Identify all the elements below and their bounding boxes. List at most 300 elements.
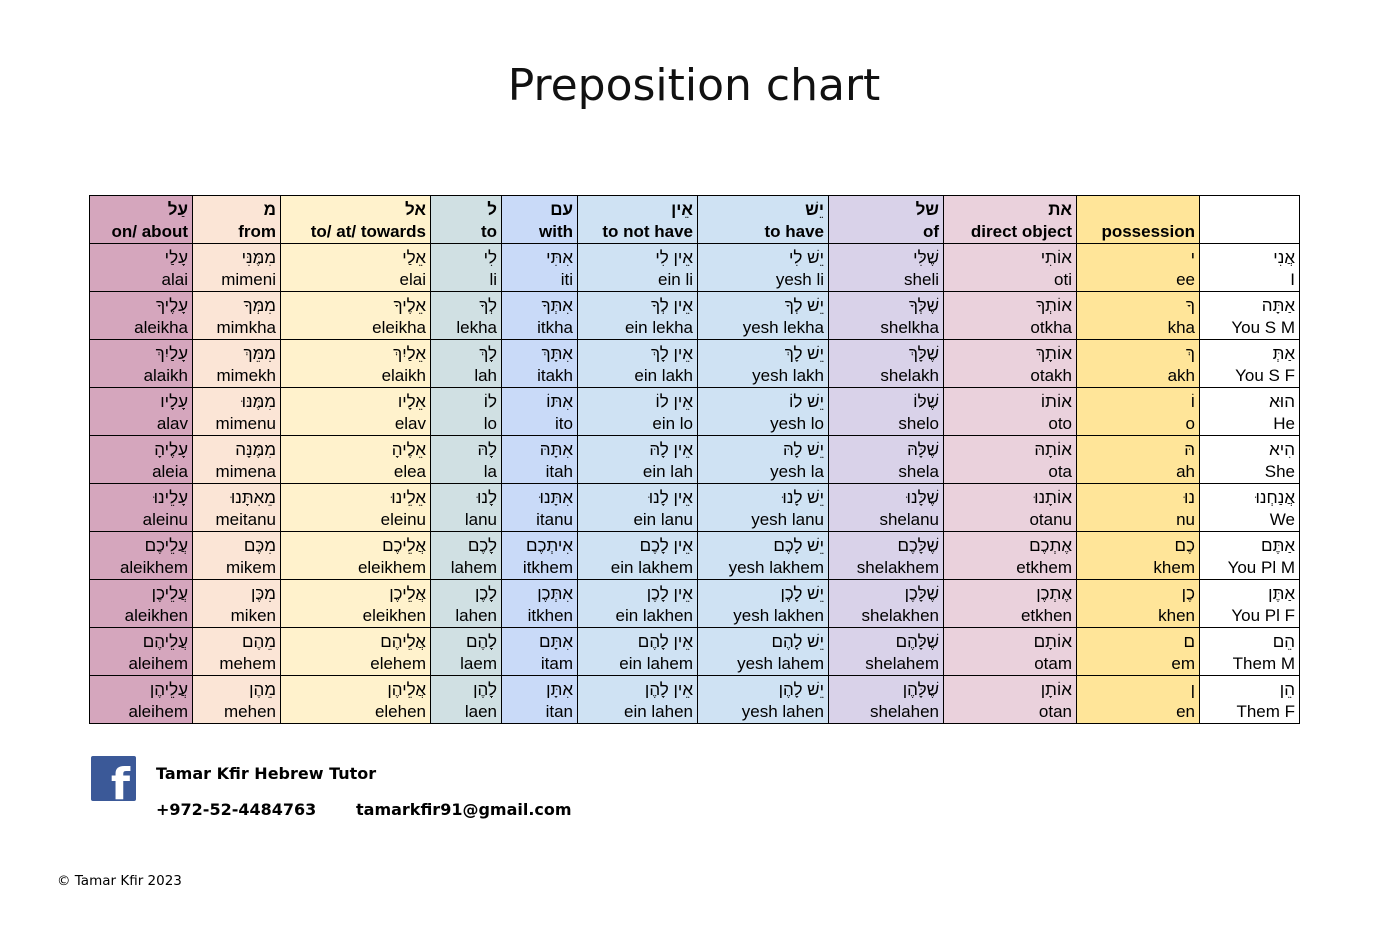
cell-hebrew: נוּ	[1183, 488, 1195, 507]
cell-hebrew: שֶׁלָּהֶן	[902, 680, 939, 699]
cell-english: yesh lakhem	[728, 558, 824, 577]
cell-hebrew: שֶׁלָּנוּ	[906, 488, 939, 507]
cell-english: meitanu	[215, 510, 276, 529]
table-cell	[578, 388, 698, 436]
cell-english: eleinu	[380, 510, 426, 529]
cell-hebrew: אוֹתָן	[1040, 680, 1072, 699]
table-cell	[281, 676, 431, 724]
table-cell	[431, 244, 502, 292]
cell-hebrew: שֶׁלָּךְ	[908, 344, 939, 363]
table-cell	[1077, 436, 1200, 484]
table-cell	[944, 292, 1077, 340]
cell-hebrew: לָהֶם	[466, 632, 497, 651]
cell-hebrew: אֵין לִי	[655, 248, 693, 267]
facebook-glyph: f	[110, 759, 130, 810]
cell-english: oto	[1048, 414, 1072, 433]
table-cell	[1200, 532, 1300, 580]
table-row	[90, 628, 1300, 676]
cell-hebrew: אַתֶּם	[1261, 536, 1295, 555]
column-header	[1200, 196, 1300, 244]
header-hebrew: אל	[405, 200, 426, 219]
cell-english: You S F	[1235, 366, 1295, 385]
cell-english: ah	[1176, 462, 1195, 481]
table-cell	[698, 580, 829, 628]
table-cell	[829, 676, 944, 724]
copyright-notice: © Tamar Kfir 2023	[57, 873, 182, 889]
column-header	[944, 196, 1077, 244]
cell-hebrew: עֲלֵיהֶם	[142, 632, 188, 651]
cell-english: mimenu	[215, 414, 276, 433]
table-row	[90, 388, 1300, 436]
cell-english: otakh	[1030, 366, 1072, 385]
table-row	[90, 484, 1300, 532]
table-cell	[1077, 484, 1200, 532]
cell-hebrew: מִמֶּנּוּ	[241, 392, 276, 411]
cell-english: ein li	[658, 270, 693, 289]
cell-hebrew: אִתְּכֶן	[537, 584, 573, 603]
table-cell	[944, 532, 1077, 580]
cell-hebrew: אֵלֵינוּ	[391, 488, 426, 507]
table-cell	[281, 292, 431, 340]
cell-hebrew: אֶתְכֶן	[1036, 584, 1072, 603]
cell-hebrew: אֵין לָנוּ	[648, 488, 693, 507]
cell-hebrew: אַתֶּן	[1268, 584, 1295, 603]
cell-english: yesh lakh	[752, 366, 824, 385]
cell-hebrew: יֵשׁ לָךְ	[784, 344, 824, 363]
table-cell	[829, 436, 944, 484]
cell-english: eleikhen	[362, 606, 426, 625]
cell-english: la	[483, 462, 497, 481]
cell-english: yesh la	[770, 462, 824, 481]
cell-english: mehen	[224, 702, 276, 721]
table-cell	[578, 676, 698, 724]
table-cell	[829, 628, 944, 676]
cell-english: elai	[399, 270, 426, 289]
phone-number: +972-52-4484763	[156, 800, 317, 819]
cell-hebrew: מִמֶּנִּי	[241, 248, 276, 267]
table-cell	[578, 532, 698, 580]
table-cell	[431, 388, 502, 436]
table-cell	[90, 532, 193, 580]
table-cell	[698, 244, 829, 292]
cell-hebrew: אִתִּי	[546, 248, 573, 267]
table-cell	[1200, 484, 1300, 532]
cell-english: ein lekha	[624, 318, 693, 337]
cell-hebrew: אֶתְכֶם	[1029, 536, 1072, 555]
cell-hebrew: אִתָּם	[539, 632, 573, 651]
table-cell	[1077, 676, 1200, 724]
cell-english: otam	[1034, 654, 1072, 673]
header-english: possession	[1101, 222, 1195, 241]
table-cell	[578, 580, 698, 628]
table-cell	[502, 292, 578, 340]
cell-hebrew: יֵשׁ לָכֶם	[773, 536, 824, 555]
cell-hebrew: אִתָּךְ	[541, 344, 573, 363]
cell-english: yesh lanu	[751, 510, 824, 529]
table-row	[90, 580, 1300, 628]
cell-hebrew: מֵהֶם	[242, 632, 276, 651]
table-cell	[944, 676, 1077, 724]
cell-hebrew: מִמֵּךְ	[243, 344, 276, 363]
cell-hebrew: מִמְּךָ	[243, 296, 276, 315]
cell-hebrew: אִתָּנוּ	[539, 488, 573, 507]
cell-english: shelkha	[880, 318, 939, 337]
table-cell	[431, 484, 502, 532]
cell-hebrew: מִכֶּם	[243, 536, 276, 555]
table-cell	[193, 484, 281, 532]
cell-english: We	[1269, 510, 1295, 529]
cell-english: She	[1264, 462, 1295, 481]
table-cell	[90, 244, 193, 292]
cell-hebrew: אֵין לָהֶם	[637, 632, 693, 651]
column-header	[90, 196, 193, 244]
header-hebrew: עַל	[167, 200, 188, 219]
cell-hebrew: שֶׁלָּכֶן	[904, 584, 939, 603]
cell-hebrew: אִתָּהּ	[539, 440, 573, 459]
table-cell	[1200, 580, 1300, 628]
table-cell	[578, 484, 698, 532]
cell-english: o	[1185, 414, 1195, 433]
cell-hebrew: אִתּוֹ	[546, 392, 573, 411]
table-cell	[502, 676, 578, 724]
cell-english: lahen	[455, 606, 497, 625]
cell-english: Them M	[1232, 654, 1295, 673]
cell-hebrew: י	[1190, 248, 1195, 267]
header-hebrew: אֵין	[671, 200, 693, 219]
cell-hebrew: שֶׁלְּךָ	[908, 296, 939, 315]
cell-hebrew: עֲלֵיהֶן	[149, 680, 188, 699]
table-cell	[829, 244, 944, 292]
table-cell	[431, 532, 502, 580]
table-cell	[193, 436, 281, 484]
cell-english: itakh	[537, 366, 573, 385]
table-row	[90, 532, 1300, 580]
cell-hebrew: אוֹתָנוּ	[1034, 488, 1072, 507]
cell-english: yesh lekha	[742, 318, 824, 337]
cell-english: otan	[1038, 702, 1072, 721]
cell-english: ein lo	[652, 414, 693, 433]
column-header	[281, 196, 431, 244]
cell-english: aleinu	[142, 510, 188, 529]
table-cell	[431, 292, 502, 340]
cell-hebrew: אַתָּה	[1261, 296, 1295, 315]
table-cell	[698, 292, 829, 340]
header-english: to	[480, 222, 497, 241]
table-cell	[944, 244, 1077, 292]
table-cell	[502, 340, 578, 388]
cell-english: alaikh	[143, 366, 188, 385]
cell-hebrew: ם	[1183, 632, 1195, 651]
header-english: with	[539, 222, 573, 241]
cell-hebrew: אִיתְכֶם	[526, 536, 573, 555]
cell-english: aleihem	[128, 702, 188, 721]
table-cell	[281, 244, 431, 292]
cell-english: You S M	[1231, 318, 1295, 337]
table-cell	[1200, 436, 1300, 484]
header-hebrew: את	[1048, 200, 1072, 219]
cell-hebrew: אַתְּ	[1272, 344, 1295, 363]
cell-english: itam	[540, 654, 573, 673]
cell-hebrew: לִי	[483, 248, 497, 267]
cell-hebrew: וֹ	[1190, 392, 1195, 411]
table-cell	[829, 340, 944, 388]
table-cell	[829, 532, 944, 580]
cell-english: ee	[1176, 270, 1195, 289]
cell-english: oti	[1054, 270, 1072, 289]
cell-hebrew: מִכֶּן	[250, 584, 276, 603]
table-cell	[502, 484, 578, 532]
table-cell	[1200, 340, 1300, 388]
table-cell	[502, 436, 578, 484]
header-english: to have	[764, 222, 824, 241]
cell-hebrew: עָלֶיהָ	[154, 440, 188, 459]
cell-english: ein lakhen	[615, 606, 693, 625]
cell-english: mimkha	[216, 318, 276, 337]
cell-hebrew: שֶׁלּוֹ	[913, 392, 939, 411]
cell-english: otanu	[1029, 510, 1072, 529]
cell-hebrew: הּ	[1184, 440, 1195, 459]
cell-hebrew: שֶׁלָּהֶם	[895, 632, 939, 651]
table-cell	[698, 436, 829, 484]
tutor-name: Tamar Kfir Hebrew Tutor	[156, 764, 377, 783]
cell-hebrew: אֵלַי	[402, 248, 426, 267]
cell-english: mikem	[225, 558, 276, 577]
header-hebrew: יֵשׁ	[805, 200, 824, 219]
cell-english: lanu	[464, 510, 497, 529]
cell-hebrew: יֵשׁ לָהֶן	[778, 680, 824, 699]
cell-english: ein lah	[642, 462, 693, 481]
cell-hebrew: לָכֶן	[474, 584, 497, 603]
cell-english: ein lakh	[634, 366, 693, 385]
cell-english: yesh li	[775, 270, 824, 289]
table-cell	[281, 388, 431, 436]
cell-english: mimena	[215, 462, 276, 481]
cell-english: mehem	[219, 654, 276, 673]
cell-english: ein lanu	[633, 510, 693, 529]
table-cell	[502, 580, 578, 628]
cell-english: shela	[898, 462, 939, 481]
table-cell	[698, 532, 829, 580]
cell-hebrew: יֵשׁ לָהּ	[783, 440, 824, 459]
table-body	[90, 244, 1300, 724]
table-cell	[1200, 676, 1300, 724]
table-cell	[193, 628, 281, 676]
cell-hebrew: לוֹ	[483, 392, 497, 411]
table-cell	[281, 484, 431, 532]
cell-english: iti	[560, 270, 573, 289]
table-cell	[1077, 628, 1200, 676]
cell-hebrew: יֵשׁ לִי	[789, 248, 824, 267]
facebook-icon[interactable]	[91, 756, 136, 810]
cell-english: yesh lo	[770, 414, 824, 433]
table-cell	[1077, 532, 1200, 580]
cell-english: lah	[474, 366, 497, 385]
cell-english: shelanu	[879, 510, 939, 529]
cell-hebrew: עָלֶיךָ	[155, 296, 188, 315]
cell-english: kha	[1167, 318, 1195, 337]
cell-english: I	[1290, 270, 1295, 289]
header-english: of	[922, 222, 939, 241]
email-address[interactable]: tamarkfir91@gmail.com	[356, 800, 572, 819]
cell-english: aleikhem	[119, 558, 188, 577]
cell-english: otkha	[1030, 318, 1072, 337]
table-cell	[502, 388, 578, 436]
cell-english: lahem	[450, 558, 497, 577]
cell-english: elea	[393, 462, 426, 481]
cell-english: lekha	[456, 318, 497, 337]
cell-english: itan	[545, 702, 573, 721]
cell-english: shelahen	[869, 702, 939, 721]
cell-english: ein lahem	[619, 654, 693, 673]
header-hebrew: מ	[263, 200, 276, 219]
cell-english: shelakhen	[861, 606, 939, 625]
cell-hebrew: הֵן	[1279, 680, 1295, 699]
cell-hebrew: שֶׁלָּכֶם	[897, 536, 939, 555]
table-cell	[193, 532, 281, 580]
table-cell	[578, 436, 698, 484]
table-cell	[90, 676, 193, 724]
cell-hebrew: אֲנַחְנוּ	[1255, 488, 1295, 507]
header-english: direct object	[970, 222, 1072, 241]
table-cell	[193, 388, 281, 436]
cell-hebrew: אֵין לוֹ	[655, 392, 693, 411]
cell-english: em	[1171, 654, 1195, 673]
cell-hebrew: שֶׁלִּי	[913, 248, 939, 267]
table-cell	[431, 340, 502, 388]
table-cell	[431, 628, 502, 676]
cell-english: You Pl F	[1231, 606, 1295, 625]
cell-hebrew: יֵשׁ לְךָ	[784, 296, 824, 315]
table-cell	[829, 580, 944, 628]
table-cell	[502, 532, 578, 580]
header-english: to not have	[602, 222, 693, 241]
cell-english: mimeni	[221, 270, 276, 289]
cell-hebrew: עָלַי	[164, 248, 188, 267]
page-title: Preposition chart	[507, 60, 881, 111]
cell-hebrew: עֲלֵיכֶם	[144, 536, 188, 555]
table-cell	[1200, 388, 1300, 436]
cell-hebrew: אִתְּךָ	[541, 296, 573, 315]
cell-hebrew: אֵין לָהֶן	[644, 680, 693, 699]
cell-english: itkhem	[522, 558, 573, 577]
cell-hebrew: אֵין לָכֶם	[639, 536, 693, 555]
cell-english: aleia	[152, 462, 188, 481]
table-cell	[698, 484, 829, 532]
table-cell	[578, 340, 698, 388]
cell-hebrew: אוֹתוֹ	[1040, 392, 1072, 411]
cell-hebrew: לָנוּ	[476, 488, 497, 507]
cell-hebrew: ךְ	[1185, 344, 1195, 363]
table-cell	[944, 436, 1077, 484]
cell-english: khem	[1153, 558, 1195, 577]
table-cell	[578, 244, 698, 292]
header-english: from	[238, 222, 276, 241]
cell-hebrew: אֲלֵיהֶן	[387, 680, 426, 699]
table-cell	[1077, 340, 1200, 388]
cell-hebrew: אֵלָיו	[397, 392, 426, 411]
table-cell	[281, 532, 431, 580]
table-cell	[1077, 244, 1200, 292]
table-cell	[90, 436, 193, 484]
cell-english: itkha	[537, 318, 573, 337]
cell-english: itanu	[536, 510, 573, 529]
cell-english: sheli	[904, 270, 939, 289]
cell-hebrew: לָךְ	[479, 344, 497, 363]
table-cell	[698, 676, 829, 724]
cell-hebrew: עָלֵינוּ	[153, 488, 188, 507]
column-header	[431, 196, 502, 244]
table-cell	[578, 292, 698, 340]
table-cell	[1077, 580, 1200, 628]
cell-hebrew: אוֹתִי	[1040, 248, 1072, 267]
table-cell	[1077, 292, 1200, 340]
cell-english: He	[1273, 414, 1295, 433]
table-cell	[431, 436, 502, 484]
table-row	[90, 244, 1300, 292]
table-cell	[502, 244, 578, 292]
cell-english: ein lahen	[623, 702, 693, 721]
cell-english: ota	[1048, 462, 1072, 481]
cell-hebrew: אֵלֶיהָ	[391, 440, 426, 459]
table-cell	[944, 484, 1077, 532]
header-hebrew: של	[915, 200, 939, 219]
cell-english: miken	[230, 606, 276, 625]
table-cell	[829, 292, 944, 340]
table-cell	[829, 484, 944, 532]
table-row	[90, 292, 1300, 340]
cell-english: itah	[545, 462, 573, 481]
cell-hebrew: כֶן	[1181, 584, 1195, 603]
table-cell	[1200, 292, 1300, 340]
cell-hebrew: לָכֶם	[467, 536, 497, 555]
table-row	[90, 340, 1300, 388]
preposition-table	[89, 195, 1300, 724]
cell-hebrew: שֶׁלָּהּ	[907, 440, 939, 459]
table-cell	[944, 340, 1077, 388]
cell-hebrew: כֶם	[1174, 536, 1195, 555]
cell-english: eleikha	[372, 318, 426, 337]
cell-english: ein lakhem	[610, 558, 693, 577]
table-row	[90, 676, 1300, 724]
header-hebrew: ל	[487, 200, 497, 219]
column-header	[829, 196, 944, 244]
cell-english: elaikh	[381, 366, 426, 385]
cell-hebrew: אוֹתָךְ	[1036, 344, 1072, 363]
cell-hebrew: הִיא	[1269, 440, 1295, 459]
cell-hebrew: אִתָּן	[546, 680, 573, 699]
cell-english: akh	[1167, 366, 1195, 385]
table-cell	[193, 676, 281, 724]
table-cell	[193, 580, 281, 628]
cell-english: eleikhem	[357, 558, 426, 577]
cell-hebrew: אוֹתָם	[1033, 632, 1072, 651]
column-header	[698, 196, 829, 244]
table-cell	[90, 580, 193, 628]
cell-english: laem	[460, 654, 497, 673]
cell-hebrew: אֲנִי	[1273, 248, 1295, 267]
cell-hebrew: אֵלֶיךָ	[393, 296, 426, 315]
cell-hebrew: יֵשׁ לוֹ	[789, 392, 824, 411]
header-row	[90, 196, 1300, 244]
column-header	[502, 196, 578, 244]
cell-english: shelakh	[880, 366, 939, 385]
cell-hebrew: אֵין לְךָ	[651, 296, 693, 315]
table-row	[90, 436, 1300, 484]
table-cell	[281, 580, 431, 628]
table-cell	[281, 340, 431, 388]
cell-hebrew: עָלַיִךְ	[155, 344, 188, 363]
cell-hebrew: יֵשׁ לָכֶן	[780, 584, 824, 603]
